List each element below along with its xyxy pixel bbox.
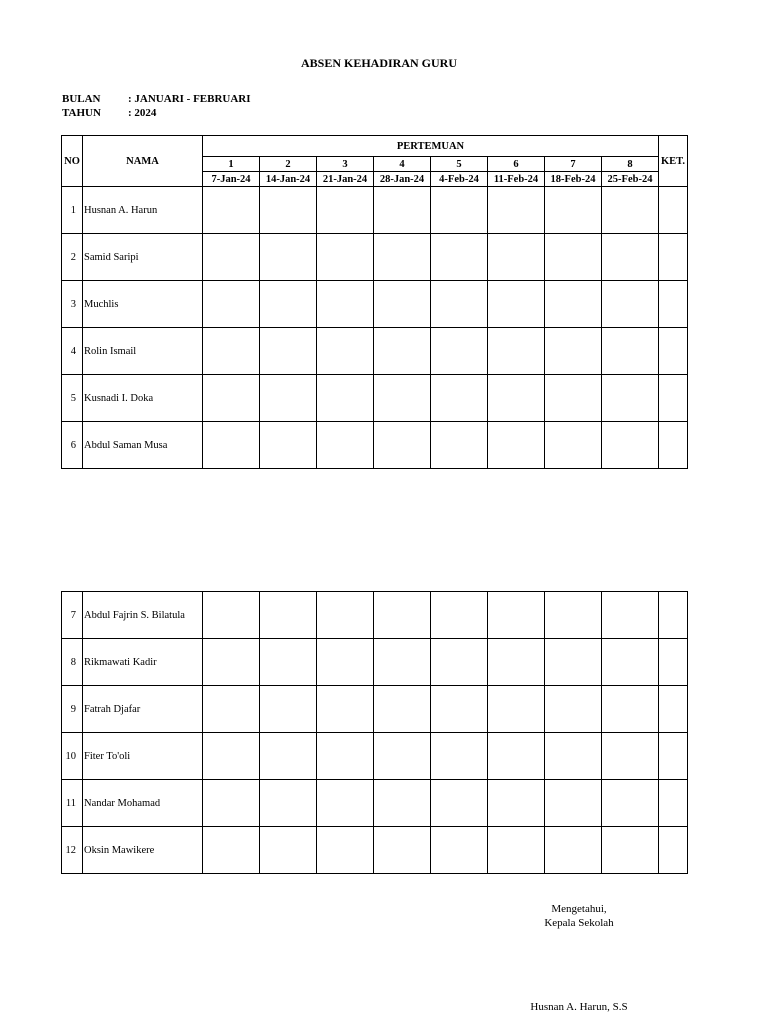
- row-number: 6: [62, 422, 83, 469]
- meeting-date: 21-Jan-24: [317, 172, 374, 187]
- meeting-number: 4: [374, 157, 431, 172]
- ket-cell: [659, 375, 688, 422]
- attendance-cell: [431, 733, 488, 780]
- attendance-cell: [317, 639, 374, 686]
- bulan-label: BULAN: [62, 93, 101, 105]
- attendance-cell: [374, 733, 431, 780]
- attendance-cell: [431, 592, 488, 639]
- tahun-label: TAHUN: [62, 107, 101, 119]
- meeting-date: 7-Jan-24: [203, 172, 260, 187]
- table-row: [62, 592, 688, 639]
- tahun-line: [62, 107, 156, 119]
- attendance-cell: [260, 827, 317, 874]
- meeting-number: 1: [203, 157, 260, 172]
- attendance-cell: [545, 187, 602, 234]
- attendance-cell: [260, 328, 317, 375]
- attendance-cell: [545, 375, 602, 422]
- bulan-value: : JANUARI - FEBRUARI: [128, 93, 251, 105]
- attendance-cell: [317, 234, 374, 281]
- attendance-cell: [203, 733, 260, 780]
- attendance-cell: [602, 686, 659, 733]
- meeting-date: 18-Feb-24: [545, 172, 602, 187]
- attendance-table-2: [61, 591, 688, 874]
- teacher-name: Muchlis: [83, 281, 203, 328]
- attendance-cell: [260, 733, 317, 780]
- attendance-cell: [602, 281, 659, 328]
- attendance-cell: [545, 733, 602, 780]
- attendance-cell: [431, 281, 488, 328]
- attendance-cell: [203, 780, 260, 827]
- row-number: 3: [62, 281, 83, 328]
- attendance-cell: [203, 281, 260, 328]
- attendance-cell: [545, 639, 602, 686]
- attendance-cell: [317, 422, 374, 469]
- teacher-name: Kusnadi I. Doka: [83, 375, 203, 422]
- header-nama: NAMA: [83, 136, 203, 187]
- attendance-cell: [545, 328, 602, 375]
- attendance-cell: [488, 281, 545, 328]
- table-row: [62, 234, 688, 281]
- table-row: [62, 422, 688, 469]
- attendance-cell: [431, 827, 488, 874]
- meeting-number: 6: [488, 157, 545, 172]
- attendance-cell: [203, 187, 260, 234]
- row-number: 9: [62, 686, 83, 733]
- attendance-cell: [488, 328, 545, 375]
- attendance-cell: [602, 328, 659, 375]
- attendance-cell: [488, 827, 545, 874]
- attendance-cell: [488, 187, 545, 234]
- attendance-cell: [374, 187, 431, 234]
- attendance-cell: [488, 639, 545, 686]
- teacher-name: Fatrah Djafar: [83, 686, 203, 733]
- teacher-name: Samid Saripi: [83, 234, 203, 281]
- meeting-number: 3: [317, 157, 374, 172]
- row-number: 1: [62, 187, 83, 234]
- teacher-name: Rikmawati Kadir: [83, 639, 203, 686]
- attendance-cell: [317, 733, 374, 780]
- attendance-cell: [317, 827, 374, 874]
- attendance-cell: [374, 375, 431, 422]
- row-number: 2: [62, 234, 83, 281]
- attendance-cell: [545, 686, 602, 733]
- signature-line-2: Kepala Sekolah: [544, 917, 614, 929]
- meeting-date: 14-Jan-24: [260, 172, 317, 187]
- attendance-cell: [488, 375, 545, 422]
- table-row: [62, 733, 688, 780]
- attendance-cell: [260, 780, 317, 827]
- ket-cell: [659, 686, 688, 733]
- attendance-cell: [431, 422, 488, 469]
- attendance-cell: [488, 686, 545, 733]
- attendance-cell: [260, 187, 317, 234]
- row-number: 4: [62, 328, 83, 375]
- table-row: [62, 639, 688, 686]
- attendance-cell: [203, 328, 260, 375]
- attendance-cell: [374, 422, 431, 469]
- attendance-cell: [602, 780, 659, 827]
- attendance-cell: [260, 686, 317, 733]
- attendance-cell: [317, 780, 374, 827]
- attendance-cell: [602, 187, 659, 234]
- attendance-cell: [317, 187, 374, 234]
- attendance-cell: [260, 639, 317, 686]
- attendance-cell: [488, 422, 545, 469]
- attendance-cell: [488, 234, 545, 281]
- attendance-cell: [374, 686, 431, 733]
- attendance-cell: [545, 422, 602, 469]
- header-no: NO: [62, 136, 83, 187]
- meeting-date: 4-Feb-24: [431, 172, 488, 187]
- ket-cell: [659, 733, 688, 780]
- attendance-cell: [260, 422, 317, 469]
- attendance-cell: [545, 234, 602, 281]
- teacher-name: Fiter To'oli: [83, 733, 203, 780]
- attendance-cell: [545, 780, 602, 827]
- row-number: 12: [62, 827, 83, 874]
- teacher-name: Abdul Fajrin S. Bilatula: [83, 592, 203, 639]
- attendance-cell: [260, 592, 317, 639]
- page-title: ABSEN KEHADIRAN GURU: [300, 56, 458, 70]
- attendance-cell: [317, 592, 374, 639]
- attendance-cell: [545, 592, 602, 639]
- attendance-cell: [545, 281, 602, 328]
- attendance-cell: [545, 827, 602, 874]
- teacher-name: Rolin Ismail: [83, 328, 203, 375]
- meeting-number: 5: [431, 157, 488, 172]
- table-row: [62, 686, 688, 733]
- attendance-cell: [431, 234, 488, 281]
- attendance-cell: [602, 422, 659, 469]
- signature-line-1: Mengetahui,: [551, 903, 607, 915]
- attendance-cell: [260, 234, 317, 281]
- attendance-cell: [260, 375, 317, 422]
- meeting-number: 8: [602, 157, 659, 172]
- meeting-date: 11-Feb-24: [488, 172, 545, 187]
- ket-cell: [659, 281, 688, 328]
- attendance-cell: [317, 375, 374, 422]
- attendance-cell: [260, 281, 317, 328]
- attendance-cell: [431, 780, 488, 827]
- row-number: 10: [62, 733, 83, 780]
- meeting-date: 28-Jan-24: [374, 172, 431, 187]
- teacher-name: Husnan A. Harun: [83, 187, 203, 234]
- attendance-cell: [203, 827, 260, 874]
- attendance-cell: [374, 592, 431, 639]
- ket-cell: [659, 592, 688, 639]
- table-row: [62, 375, 688, 422]
- tahun-value: : 2024: [128, 107, 157, 119]
- ket-cell: [659, 187, 688, 234]
- table-row: [62, 328, 688, 375]
- attendance-cell: [374, 328, 431, 375]
- attendance-cell: [602, 234, 659, 281]
- attendance-cell: [203, 639, 260, 686]
- attendance-table-1: [61, 135, 688, 469]
- attendance-cell: [203, 234, 260, 281]
- attendance-cell: [431, 328, 488, 375]
- attendance-cell: [317, 686, 374, 733]
- meeting-number: 2: [260, 157, 317, 172]
- table-row: [62, 780, 688, 827]
- attendance-cell: [602, 639, 659, 686]
- attendance-cell: [374, 780, 431, 827]
- row-number: 11: [62, 780, 83, 827]
- attendance-cell: [203, 422, 260, 469]
- attendance-cell: [602, 733, 659, 780]
- attendance-cell: [602, 827, 659, 874]
- attendance-cell: [203, 686, 260, 733]
- attendance-cell: [374, 281, 431, 328]
- attendance-cell: [431, 375, 488, 422]
- header-ket: KET.: [659, 136, 688, 187]
- attendance-cell: [488, 780, 545, 827]
- signature-name: Husnan A. Harun, S.S: [530, 1001, 628, 1013]
- table-row: [62, 187, 688, 234]
- meeting-number: 7: [545, 157, 602, 172]
- table-row: [62, 827, 688, 874]
- ket-cell: [659, 234, 688, 281]
- row-number: 5: [62, 375, 83, 422]
- row-number: 8: [62, 639, 83, 686]
- attendance-cell: [374, 827, 431, 874]
- attendance-cell: [602, 375, 659, 422]
- teacher-name: Nandar Mohamad: [83, 780, 203, 827]
- attendance-cell: [488, 733, 545, 780]
- bulan-line: [62, 93, 251, 105]
- teacher-name: Oksin Mawikere: [83, 827, 203, 874]
- attendance-cell: [317, 328, 374, 375]
- attendance-cell: [488, 592, 545, 639]
- attendance-cell: [431, 187, 488, 234]
- attendance-cell: [203, 592, 260, 639]
- attendance-cell: [602, 592, 659, 639]
- ket-cell: [659, 780, 688, 827]
- attendance-cell: [374, 234, 431, 281]
- ket-cell: [659, 422, 688, 469]
- table-row: [62, 281, 688, 328]
- attendance-cell: [431, 686, 488, 733]
- attendance-cell: [431, 639, 488, 686]
- ket-cell: [659, 827, 688, 874]
- ket-cell: [659, 328, 688, 375]
- attendance-cell: [374, 639, 431, 686]
- teacher-name: Abdul Saman Musa: [83, 422, 203, 469]
- row-number: 7: [62, 592, 83, 639]
- meeting-date: 25-Feb-24: [602, 172, 659, 187]
- attendance-cell: [203, 375, 260, 422]
- header-pertemuan: PERTEMUAN: [203, 136, 659, 157]
- attendance-cell: [317, 281, 374, 328]
- ket-cell: [659, 639, 688, 686]
